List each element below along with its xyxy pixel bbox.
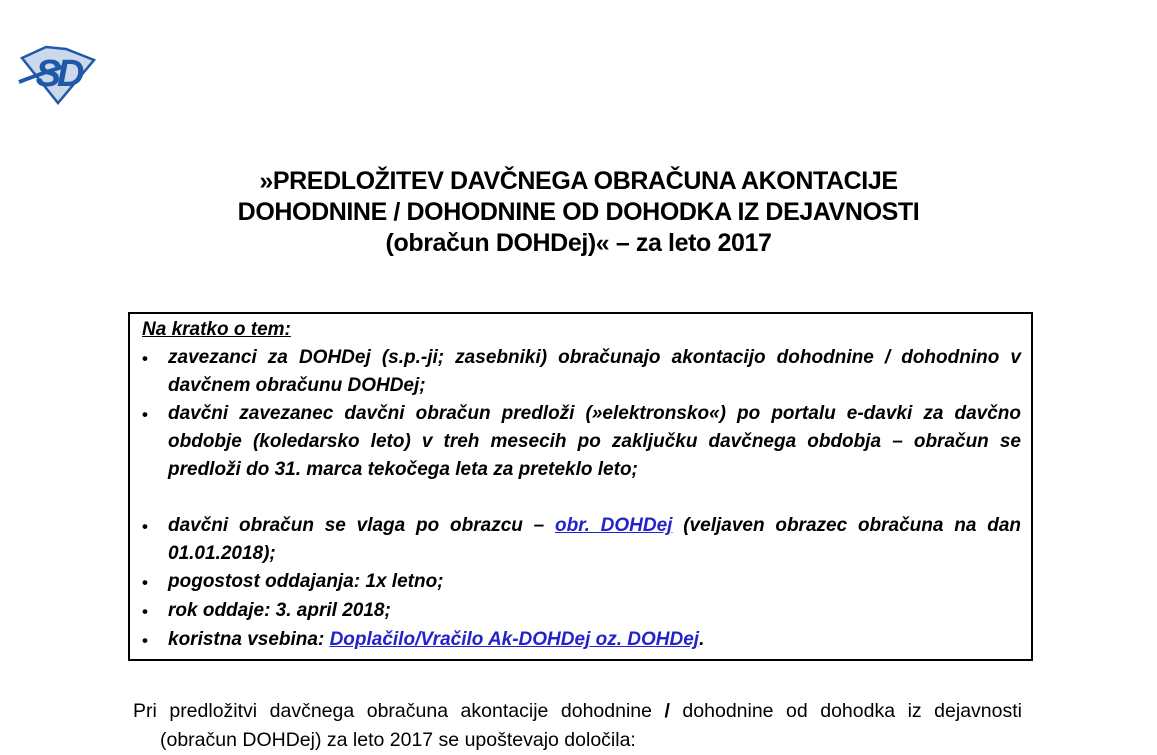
- title-line-1: »PREDLOŽITEV DAVČNEGA OBRAČUNA AKONTACIJE: [259, 167, 898, 195]
- bullet-list: [142, 344, 1021, 655]
- obr-dohdej-link[interactable]: obr. DOHDej: [555, 515, 673, 536]
- text-segment: zavezanci za DOHDej (s.p.-ji; zasebniki) obračunajo akontacijo dohodnine / dohodnino v davčnem obračunu DOHDej;: [168, 347, 1021, 396]
- bullet-icon: •: [142, 517, 148, 536]
- bullet-item: [142, 568, 1021, 597]
- bullet-icon: •: [142, 631, 148, 650]
- text-segment: /: [664, 700, 670, 722]
- bullet-icon: •: [142, 405, 148, 424]
- bullet-text: [168, 400, 1021, 484]
- bullet-text: [168, 626, 1021, 654]
- text-segment: pogostost oddajanja: 1x letno;: [168, 571, 444, 592]
- text-segment: rok oddaje: 3. april 2018;: [168, 600, 391, 621]
- summary-box: [128, 312, 1033, 661]
- text-segment: (veljaven obrazec obračuna na dan 01.01.2018);: [168, 515, 1021, 564]
- summary-box-heading: Na kratko o tem:: [142, 319, 291, 340]
- bullet-text: [168, 597, 1021, 625]
- bullet-item: [142, 400, 1021, 484]
- bullet-item: [142, 597, 1021, 626]
- title-line-2: DOHODNINE / DOHODNINE OD DOHODKA IZ DEJAVNOSTI: [237, 198, 920, 226]
- bullet-text: [168, 344, 1021, 400]
- sd-logo: [18, 42, 98, 106]
- bullet-icon: •: [142, 602, 148, 621]
- sd-logo-letters: SD: [35, 53, 81, 95]
- bullet-icon: •: [142, 573, 148, 592]
- bullet-item: [142, 344, 1021, 400]
- text-segment: davčni zavezanec davčni obračun predloži (»elektronsko«) po portalu e-davki za davčno obdobje (koledarsko leto) v treh mesecih po zaključku davčnega obdobja – obračun se predloži do 31. marca tekočega leta za preteklo leto;: [168, 403, 1021, 480]
- bullet-item: [142, 626, 1021, 655]
- bullet-text: [168, 568, 1021, 596]
- text-segment: .: [699, 629, 705, 650]
- text-segment: koristna vsebina:: [168, 629, 330, 650]
- doplacilo-vracilo-link[interactable]: Doplačilo/Vračilo Ak-DOHDej oz. DOHDej: [329, 629, 700, 650]
- title-line-3: (obračun DOHDej)« – za leto 2017: [385, 229, 772, 257]
- bullet-icon: •: [142, 349, 148, 368]
- text-segment: Pri predložitvi davčnega obračuna akontacije dohodnine: [133, 700, 665, 722]
- bullet-text: [168, 512, 1021, 568]
- footer-paragraph: [133, 697, 1022, 755]
- blank-line: [142, 484, 1021, 512]
- bullet-item: [142, 512, 1021, 568]
- text-segment: dohodnine od dohodka iz dejavnosti (obračun DOHDej) za leto 2017 se upoštevajo določila:: [160, 700, 1022, 751]
- text-segment: davčni obračun se vlaga po obrazcu –: [168, 515, 556, 536]
- document-title: [0, 166, 1157, 259]
